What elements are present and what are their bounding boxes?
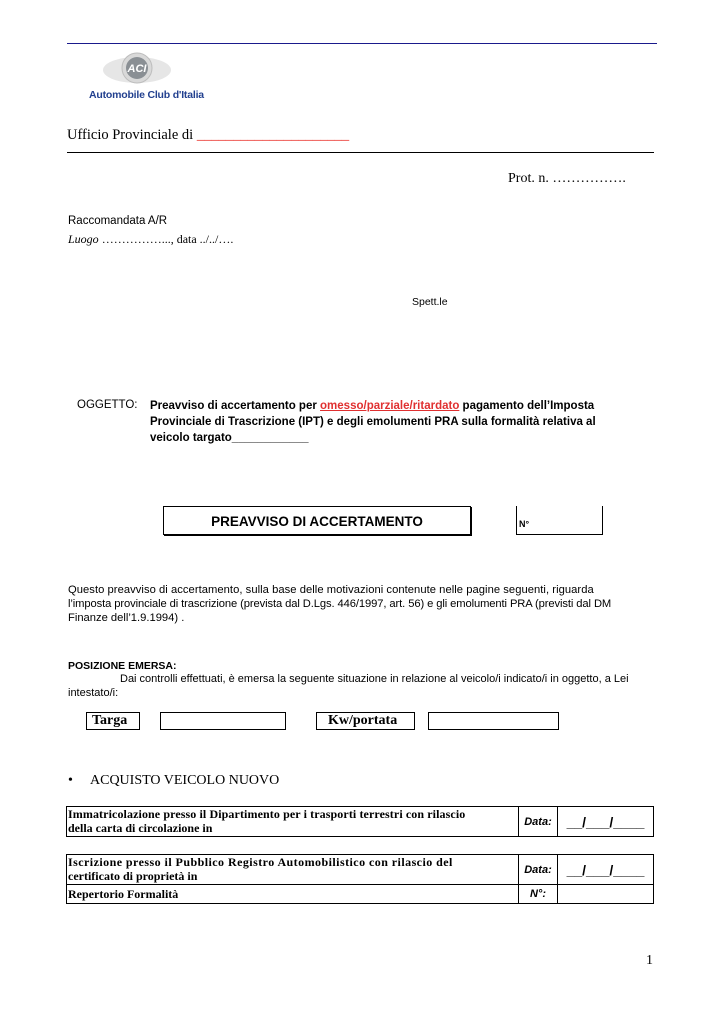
office-rule <box>67 152 654 153</box>
oggetto-line3: veicolo targato____________ <box>150 432 309 444</box>
immatricolazione-table <box>66 806 654 837</box>
kw-label-box <box>316 712 415 730</box>
preavviso-number-label: N° <box>519 519 530 529</box>
iscrizione-table <box>66 854 654 904</box>
bullet-icon: • <box>68 773 73 788</box>
top-rule <box>67 43 657 44</box>
repertorio-cell <box>67 885 519 904</box>
preavviso-title: PREAVVISO DI ACCERTAMENTO <box>211 514 423 529</box>
date-field[interactable] <box>558 807 654 837</box>
luogo-data-line <box>68 232 233 247</box>
data-label: Data: <box>524 863 552 876</box>
immatricolazione-line1: Immatricolazione presso il Dipartimento per i trasporti terrestri con rilascio <box>68 807 466 821</box>
posizione-line2: intestato/i: <box>68 687 119 699</box>
oggetto-label: OGGETTO: <box>77 399 138 411</box>
page-number: 1 <box>646 953 653 968</box>
intro-line1: Questo preavviso di accertamento, sulla base delle motivazioni contenute nelle pagine seguenti, riguarda <box>68 584 594 596</box>
intro-line2: l’imposta provinciale di trascrizione (prevista dal D.Lgs. 446/1997, art. 56) e gli emolumenti PRA (previsti dal DM <box>68 598 612 610</box>
oggetto-line1-a: Preavviso di accertamento per <box>150 400 321 412</box>
logo-text: Automobile Club d'Italia <box>89 89 204 101</box>
table-row <box>67 855 654 885</box>
oggetto-line1-b: pagamento dell’Imposta <box>459 400 595 412</box>
oggetto-red-text: omesso/parziale/ritardato <box>320 400 460 412</box>
aci-logo <box>85 50 205 105</box>
oggetto-text <box>150 398 644 446</box>
targa-field[interactable] <box>160 712 286 730</box>
immatricolazione-line2: della carta di circolazione in <box>68 821 213 835</box>
repertorio-number-field[interactable] <box>558 885 654 904</box>
table-row <box>67 807 654 837</box>
data-label: Data: <box>524 815 552 828</box>
preavviso-title-box <box>163 506 471 535</box>
date-field[interactable] <box>558 855 654 885</box>
spett-label: Spett.le <box>412 296 448 308</box>
oggetto-line2: Provinciale di Trascrizione (IPT) e degli emolumenti PRA sulla formalità relativa al <box>150 416 596 428</box>
iscrizione-cell <box>67 855 519 885</box>
intro-paragraph <box>68 583 656 625</box>
protocol-number: Prot. n. ……………. <box>508 171 626 186</box>
kw-field[interactable] <box>428 712 559 730</box>
data-label-cell <box>519 807 558 837</box>
acquisto-title: ACQUISTO VEICOLO NUOVO <box>90 773 280 788</box>
posizione-title: POSIZIONE EMERSA: <box>68 660 177 672</box>
raccomandata-label: Raccomandata A/R <box>68 215 168 227</box>
intro-line3: Finanze dell’1.9.1994) . <box>68 612 185 624</box>
office-label <box>67 127 349 144</box>
preavviso-number-box[interactable] <box>516 506 603 535</box>
luogo-label: Luogo <box>68 232 99 246</box>
luogo-value: ……………..., data ../../…. <box>98 232 234 246</box>
targa-label-box <box>86 712 140 730</box>
immatricolazione-cell <box>67 807 519 837</box>
num-label: N°: <box>529 888 546 900</box>
table-row <box>67 885 654 904</box>
office-blank[interactable]: _____________________ <box>196 127 350 143</box>
kw-label: Kw/portata <box>328 713 398 728</box>
acquisto-heading <box>68 773 279 789</box>
aci-emblem-icon <box>85 50 205 90</box>
data-label-cell <box>519 855 558 885</box>
office-label-text: Ufficio Provinciale di <box>67 127 194 143</box>
iscrizione-line2: certificato di proprietà in <box>68 869 198 883</box>
logo-mark-text: ACI <box>127 63 147 75</box>
date-blank: __/___/____ <box>566 813 645 830</box>
iscrizione-line1: Iscrizione presso il Pubblico Registro Automobilistico con rilascio del <box>68 855 453 869</box>
date-blank: __/___/____ <box>566 861 645 878</box>
posizione-line1: Dai controlli effettuati, è emersa la seguente situazione in relazione al veicolo/i indicato/i in oggetto, a Lei <box>120 673 629 685</box>
targa-label: Targa <box>92 713 128 728</box>
num-label-cell <box>519 885 558 904</box>
repertorio-label: Repertorio Formalità <box>68 886 179 901</box>
